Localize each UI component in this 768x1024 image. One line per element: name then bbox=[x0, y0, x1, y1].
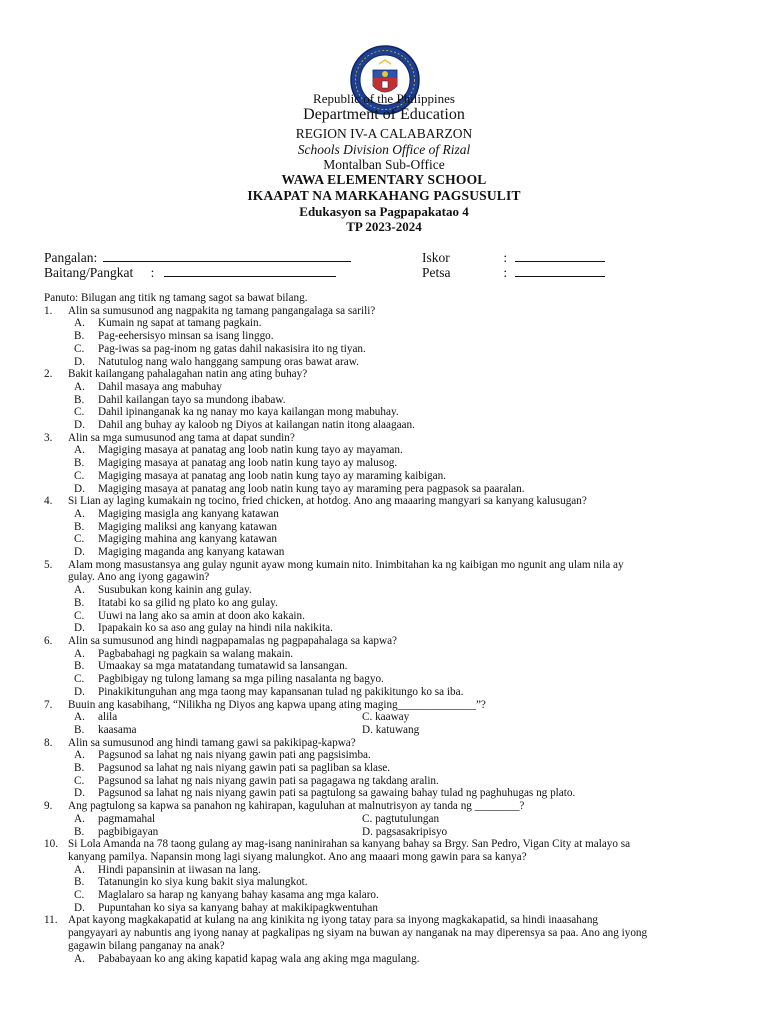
option-letter: D. bbox=[74, 622, 85, 635]
option-text: Itatabi ko sa gilid ng plato ko ang gulay. bbox=[98, 596, 278, 609]
option-row bbox=[44, 813, 734, 826]
option-8a[interactable] bbox=[44, 749, 734, 762]
question-number: 1. bbox=[44, 304, 53, 317]
option-letter: B. bbox=[74, 723, 85, 736]
question-9 bbox=[44, 800, 734, 813]
department-line: Department of Education bbox=[303, 106, 465, 123]
option-text: Pupuntahan ko siya sa kanyang bahay at makikipagkwentuhan bbox=[98, 901, 378, 914]
question-1 bbox=[44, 305, 734, 318]
question-number: 10. bbox=[44, 838, 58, 851]
option-letter: A. bbox=[74, 711, 85, 724]
option-text: Natutulog nang walo hanggang sampung oras bawat araw. bbox=[98, 355, 359, 368]
option-letter: C. bbox=[74, 673, 85, 686]
option-10b[interactable] bbox=[44, 876, 734, 889]
question-7 bbox=[44, 699, 734, 712]
option-text: Pagsunod sa lahat ng nais niyang gawin pati sa pagtulong sa gawaing bahay tulad ng paghuhugas ng plato. bbox=[98, 787, 576, 800]
option-text: Pagsunod sa lahat ng nais niyang gawin pati sa pagliban sa klase. bbox=[98, 762, 391, 775]
option-text: alila bbox=[98, 711, 118, 724]
option-letter: C. bbox=[362, 711, 373, 724]
option-text: Magiging masaya at panatag ang loob natin kung tayo ay malusog. bbox=[98, 457, 398, 470]
exam-title: IKAAPAT NA MARKAHANG PAGSUSULIT bbox=[247, 188, 521, 203]
option-4a[interactable] bbox=[44, 508, 734, 521]
suboffice-line: Montalban Sub-Office bbox=[323, 157, 445, 172]
option-9d[interactable] bbox=[362, 826, 447, 839]
option-3d[interactable] bbox=[44, 483, 734, 496]
question-5 bbox=[44, 559, 734, 572]
option-letter: C. bbox=[74, 342, 85, 355]
question-10-continued bbox=[44, 851, 734, 864]
option-7a[interactable] bbox=[44, 711, 362, 724]
division-line: Schools Division Office of Rizal bbox=[297, 142, 471, 157]
option-text: Dahil kailangan tayo sa mundong ibabaw. bbox=[98, 393, 286, 406]
option-text: Magiging maliksi ang kanyang katawan bbox=[98, 520, 277, 533]
school-year: TP 2023-2024 bbox=[346, 219, 422, 234]
option-text: Umaakay sa mga matatandang tumatawid sa lansangan. bbox=[98, 660, 348, 673]
option-5d[interactable] bbox=[44, 622, 734, 635]
option-text: katuwang bbox=[375, 723, 420, 736]
option-letter: B. bbox=[74, 660, 85, 673]
option-text: Magiging masigla ang kanyang katawan bbox=[98, 507, 279, 520]
option-text: Ipapakain ko sa aso ang gulay na hindi nila nakikita. bbox=[98, 622, 333, 635]
question-text: Alin sa sumusunod ang hindi nagpapamalas ng pagpapahalaga sa kapwa? bbox=[68, 634, 398, 647]
question-number: 5. bbox=[44, 558, 53, 571]
question-8 bbox=[44, 737, 734, 750]
option-letter: C. bbox=[74, 469, 85, 482]
question-text-continued: gagawin bilang panganay na anak? bbox=[68, 939, 225, 952]
question-text: Alin sa sumusunod ang nagpakita ng tamang pangangalaga sa sarili? bbox=[68, 304, 376, 317]
option-text: Pag-eehersisyo minsan sa isang linggo. bbox=[98, 330, 274, 343]
option-7d[interactable] bbox=[362, 724, 419, 737]
name-blank[interactable] bbox=[103, 249, 351, 262]
option-letter: D. bbox=[74, 787, 85, 800]
option-text: Kumain ng sapat at tamang pagkain. bbox=[98, 317, 262, 330]
option-row bbox=[44, 826, 734, 839]
option-letter: D. bbox=[74, 546, 85, 559]
option-text: Magiging masaya at panatag ang loob natin kung tayo ay maraming kaibigan. bbox=[98, 469, 446, 482]
option-1a[interactable] bbox=[44, 317, 734, 330]
question-number: 3. bbox=[44, 431, 53, 444]
question-text: Alam mong masustansya ang gulay ngunit ayaw mong kumain nito. Inimbitahan ka ng kaibigan mo ngunit ang ulam nila ay bbox=[68, 558, 624, 571]
option-letter: B. bbox=[74, 457, 85, 470]
option-text: pagmamahal bbox=[98, 812, 156, 825]
date-blank[interactable] bbox=[515, 264, 605, 277]
option-9a[interactable] bbox=[44, 813, 362, 826]
option-letter: A. bbox=[74, 749, 85, 762]
option-4c[interactable] bbox=[44, 533, 734, 546]
option-text: pagsasakripisyo bbox=[375, 825, 448, 838]
question-text: Bakit kailangang pahalagahan natin ang ating buhay? bbox=[68, 368, 308, 381]
option-3c[interactable] bbox=[44, 470, 734, 483]
option-text: Maglalaro sa harap ng kanyang bahay kasama ang mga kalaro. bbox=[98, 889, 379, 902]
question-5-continued bbox=[44, 571, 734, 584]
option-text: Magiging mahina ang kanyang katawan bbox=[98, 533, 277, 546]
option-7b[interactable] bbox=[44, 724, 362, 737]
question-11-continued bbox=[44, 927, 734, 940]
question-text: Si Lian ay laging kumakain ng tocino, fried chicken, at hotdog. Ano ang maaaring mangyari sa kanyang kalusugan? bbox=[68, 495, 587, 508]
option-text: Pagbibigay ng tulong lamang sa mga piling nasalanta ng bagyo. bbox=[98, 673, 384, 686]
option-text: Magiging masaya at panatag ang loob natin kung tayo ay maraming pera pagpasok sa paaralan. bbox=[98, 482, 525, 495]
option-8b[interactable] bbox=[44, 762, 734, 775]
question-number: 4. bbox=[44, 495, 53, 508]
option-letter: A. bbox=[74, 952, 85, 965]
option-letter: D. bbox=[74, 901, 85, 914]
score-colon: : bbox=[503, 250, 508, 265]
option-text: Pababayaan ko ang aking kapatid kapag wala ang aking mga magulang. bbox=[98, 952, 420, 965]
option-text: kaasama bbox=[98, 723, 137, 736]
option-text: Tatanungin ko siya kung bakit siya malungkot. bbox=[98, 876, 308, 889]
question-text-continued: gulay. Ano ang iyong gagawin? bbox=[68, 571, 210, 584]
question-6 bbox=[44, 635, 734, 648]
option-text: Uuwi na lang ako sa amin at doon ako kakain. bbox=[98, 609, 305, 622]
option-letter: B. bbox=[74, 876, 85, 889]
option-text: Pagbabahagi ng pagkain sa walang makain. bbox=[98, 647, 294, 660]
option-letter: C. bbox=[74, 609, 85, 622]
option-2b[interactable] bbox=[44, 394, 734, 407]
question-text: Si Lola Amanda na 78 taong gulang ay mag-isang naninirahan sa kanyang bahay sa Brgy. San Pedro, Vigan City at malayo sa bbox=[68, 838, 631, 851]
option-letter: A. bbox=[74, 863, 85, 876]
option-row bbox=[44, 711, 734, 724]
option-letter: D. bbox=[74, 355, 85, 368]
option-4d[interactable] bbox=[44, 546, 734, 559]
option-text: Dahil ang buhay ay kaloob ng Diyos at kailangan natin itong alaagaan. bbox=[98, 419, 415, 432]
option-text: Dahil masaya ang mabuhay bbox=[98, 380, 222, 393]
question-text: Alin sa sumusunod ang hindi tamang gawi sa pakikipag-kapwa? bbox=[68, 736, 356, 749]
name-label: Pangalan: bbox=[44, 250, 98, 265]
option-text: kaaway bbox=[375, 711, 410, 724]
question-3 bbox=[44, 432, 734, 445]
option-letter: C. bbox=[74, 774, 85, 787]
option-text: pagtutulungan bbox=[375, 812, 440, 825]
option-10d[interactable] bbox=[44, 902, 734, 915]
republic-line: Republic of the Philippines bbox=[313, 91, 455, 106]
date-field[interactable] bbox=[422, 264, 605, 281]
option-letter: C. bbox=[74, 533, 85, 546]
option-letter: B. bbox=[74, 520, 85, 533]
option-6c[interactable] bbox=[44, 673, 734, 686]
option-1d[interactable] bbox=[44, 356, 734, 369]
question-4 bbox=[44, 495, 734, 508]
question-text: Buuin ang kasabihang, “Nilikha ng Diyos ang kapwa upang ating maging______________”? bbox=[68, 698, 486, 711]
option-text: Susubukan kong kainin ang gulay. bbox=[98, 584, 252, 597]
question-number: 8. bbox=[44, 736, 53, 749]
question-2 bbox=[44, 368, 734, 381]
option-text: Pagsunod sa lahat ng nais niyang gawin pati ang pagsisimba. bbox=[98, 749, 371, 762]
instructions: Panuto: Bilugan ang titik ng tamang sagot sa bawat bilang. bbox=[44, 292, 308, 304]
option-2a[interactable] bbox=[44, 381, 734, 394]
option-text: Dahil ipinanganak ka ng nanay mo kaya kailangan mong mabuhay. bbox=[98, 406, 399, 419]
option-row bbox=[44, 724, 734, 737]
option-text: Pag-iwas sa pag-inom ng gatas dahil nakasisira ito ng tiyan. bbox=[98, 342, 366, 355]
option-letter: A. bbox=[74, 317, 85, 330]
option-6d[interactable] bbox=[44, 686, 734, 699]
option-1b[interactable] bbox=[44, 330, 734, 343]
question-number: 9. bbox=[44, 800, 53, 813]
option-letter: C. bbox=[74, 889, 85, 902]
option-text: Pagsunod sa lahat ng nais niyang gawin pati sa pagagawa ng takdang aralin. bbox=[98, 774, 439, 787]
option-2d[interactable] bbox=[44, 419, 734, 432]
option-5b[interactable] bbox=[44, 597, 734, 610]
question-number: 6. bbox=[44, 634, 53, 647]
option-10c[interactable] bbox=[44, 889, 734, 902]
option-text: Magiging maganda ang kanyang katawan bbox=[98, 546, 285, 559]
option-letter: A. bbox=[74, 444, 85, 457]
option-letter: A. bbox=[74, 380, 85, 393]
score-blank[interactable] bbox=[515, 249, 605, 262]
school-name: WAWA ELEMENTARY SCHOOL bbox=[281, 172, 487, 187]
option-letter: D. bbox=[74, 482, 85, 495]
grade-field[interactable] bbox=[44, 264, 336, 281]
grade-colon: : bbox=[150, 265, 155, 280]
option-letter: A. bbox=[74, 647, 85, 660]
option-letter: A. bbox=[74, 812, 85, 825]
option-6a[interactable] bbox=[44, 648, 734, 661]
question-number: 11. bbox=[44, 914, 58, 927]
option-letter: D. bbox=[362, 825, 373, 838]
option-letter: D. bbox=[362, 723, 373, 736]
date-colon: : bbox=[503, 265, 508, 280]
option-letter: D. bbox=[74, 419, 85, 432]
option-text: pagbibigayan bbox=[98, 825, 159, 838]
question-text: Alin sa mga sumusunod ang tama at dapat sundin? bbox=[68, 431, 295, 444]
question-11-continued bbox=[44, 940, 734, 953]
option-8c[interactable] bbox=[44, 775, 734, 788]
option-5c[interactable] bbox=[44, 610, 734, 623]
option-9c[interactable] bbox=[362, 813, 439, 826]
option-letter: C. bbox=[74, 406, 85, 419]
option-6b[interactable] bbox=[44, 660, 734, 673]
question-11 bbox=[44, 914, 734, 927]
option-letter: A. bbox=[74, 584, 85, 597]
question-number: 7. bbox=[44, 698, 53, 711]
option-letter: D. bbox=[74, 685, 85, 698]
region-line: REGION IV-A CALABARZON bbox=[295, 126, 473, 141]
option-10a[interactable] bbox=[44, 864, 734, 877]
question-text: Ang pagtulong sa kapwa sa panahon ng kahirapan, kaguluhan at malnutrisyon ay tanda ng ________? bbox=[68, 800, 525, 813]
question-10 bbox=[44, 838, 734, 851]
option-5a[interactable] bbox=[44, 584, 734, 597]
option-3a[interactable] bbox=[44, 444, 734, 457]
option-11a[interactable] bbox=[44, 953, 734, 966]
grade-blank[interactable] bbox=[164, 264, 336, 277]
option-letter: B. bbox=[74, 825, 85, 838]
option-4b[interactable] bbox=[44, 521, 734, 534]
question-text-continued: pangyayari ay nabuntis ang iyong nanay at pagkalipas ng siyam na buwan ay nanganak na may diperensya sa paa. Ano ang iyong bbox=[68, 927, 648, 940]
date-label: Petsa bbox=[422, 265, 451, 280]
option-letter: B. bbox=[74, 596, 85, 609]
option-letter: B. bbox=[74, 393, 85, 406]
score-label: Iskor bbox=[422, 250, 450, 265]
option-9b[interactable] bbox=[44, 826, 362, 839]
question-list bbox=[44, 292, 734, 965]
option-8d[interactable] bbox=[44, 787, 734, 800]
option-text: Pinakikitunguhan ang mga taong may kapansanan tulad ng pakikitungo ko sa iba. bbox=[98, 685, 464, 698]
option-7c[interactable] bbox=[362, 711, 409, 724]
option-1c[interactable] bbox=[44, 343, 734, 356]
question-number: 2. bbox=[44, 368, 53, 381]
subject-title: Edukasyon sa Pagpapakatao 4 bbox=[299, 204, 469, 219]
question-text: Apat kayong magkakapatid at kulang na ang kinikita ng iyong tatay para sa inyong magkakapatid, sa hindi inaasahang bbox=[68, 914, 599, 927]
option-text: Magiging masaya at panatag ang loob natin kung tayo ay mayaman. bbox=[98, 444, 403, 457]
option-letter: A. bbox=[74, 507, 85, 520]
option-letter: B. bbox=[74, 762, 85, 775]
question-text-continued: kanyang pamilya. Napansin mong lagi siyang malungkot. Ano ang maaari mong gawin para sa kanya? bbox=[68, 850, 527, 863]
grade-label: Baitang/Pangkat bbox=[44, 265, 134, 280]
option-3b[interactable] bbox=[44, 457, 734, 470]
option-text: Hindi papansinin at iiwasan na lang. bbox=[98, 863, 261, 876]
option-2c[interactable] bbox=[44, 406, 734, 419]
option-letter: B. bbox=[74, 330, 85, 343]
option-letter: C. bbox=[362, 812, 373, 825]
